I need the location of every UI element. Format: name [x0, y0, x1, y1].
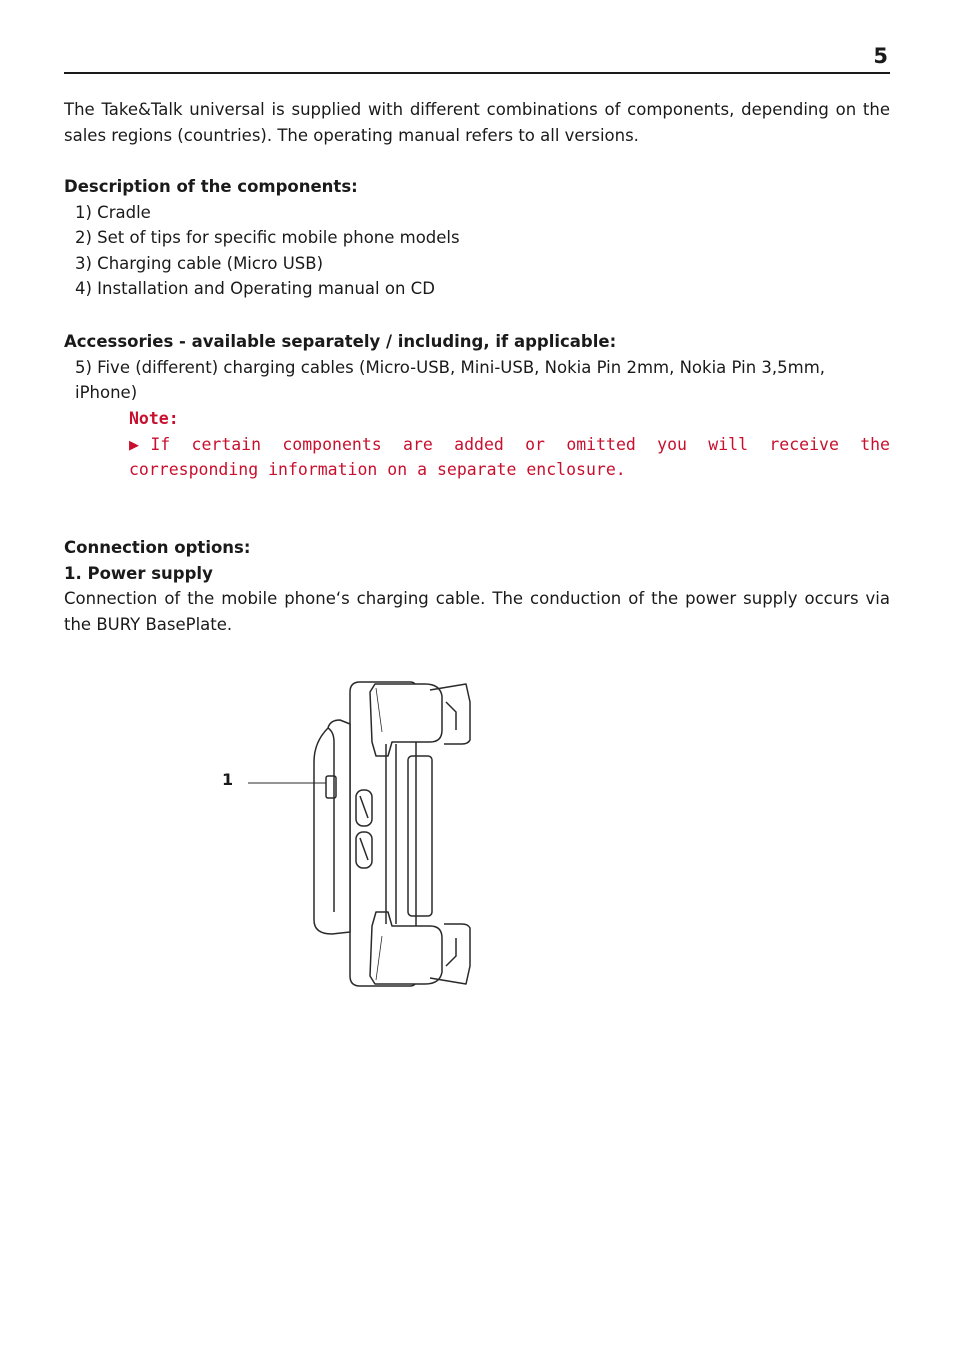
accessories-section: [64, 329, 890, 406]
list-item: 1) Cradle: [75, 202, 151, 222]
page-number: 5: [873, 44, 888, 68]
cradle-side-view-drawing: [210, 672, 490, 992]
components-list: [64, 200, 890, 302]
intro-paragraph: The Take&Talk universal is supplied with different combinations of components, depending on the sales regions (countries). The operating manual refers to all versions.: [64, 100, 890, 145]
header-rule: [64, 72, 890, 74]
list-item: 2) Set of tips for specific mobile phone models: [75, 228, 460, 247]
list-item: 5) Five (different) charging cables (Micro-USB, Mini-USB, Nokia Pin 2mm, Nokia Pin 3,5mm, iPhone): [75, 357, 826, 402]
cradle-figure: [210, 672, 490, 992]
list-item: 3) Charging cable (Micro USB): [75, 253, 324, 273]
connection-section: [64, 535, 890, 637]
note-body: [129, 432, 890, 483]
callout-label: 1: [222, 770, 234, 789]
connection-heading: Connection options:: [64, 538, 251, 557]
note-title: Note:: [129, 409, 179, 428]
components-section: [64, 174, 890, 302]
note-box: [129, 406, 890, 483]
accessories-heading: Accessories - available separately / including, if applicable:: [64, 332, 617, 351]
accessories-list: [64, 355, 890, 406]
power-supply-text: Connection of the mobile phone‘s charging cable. The conduction of the power supply occurs via the BURY BasePlate.: [64, 589, 890, 634]
power-supply-heading: 1. Power supply: [64, 563, 213, 583]
list-item: 4) Installation and Operating manual on CD: [75, 279, 435, 298]
note-text: If certain components are added or omitted you will receive the corresponding information on a separate enclosure.: [129, 434, 890, 479]
play-marker-icon: ▶: [129, 434, 151, 454]
components-heading: Description of the components:: [64, 177, 358, 196]
